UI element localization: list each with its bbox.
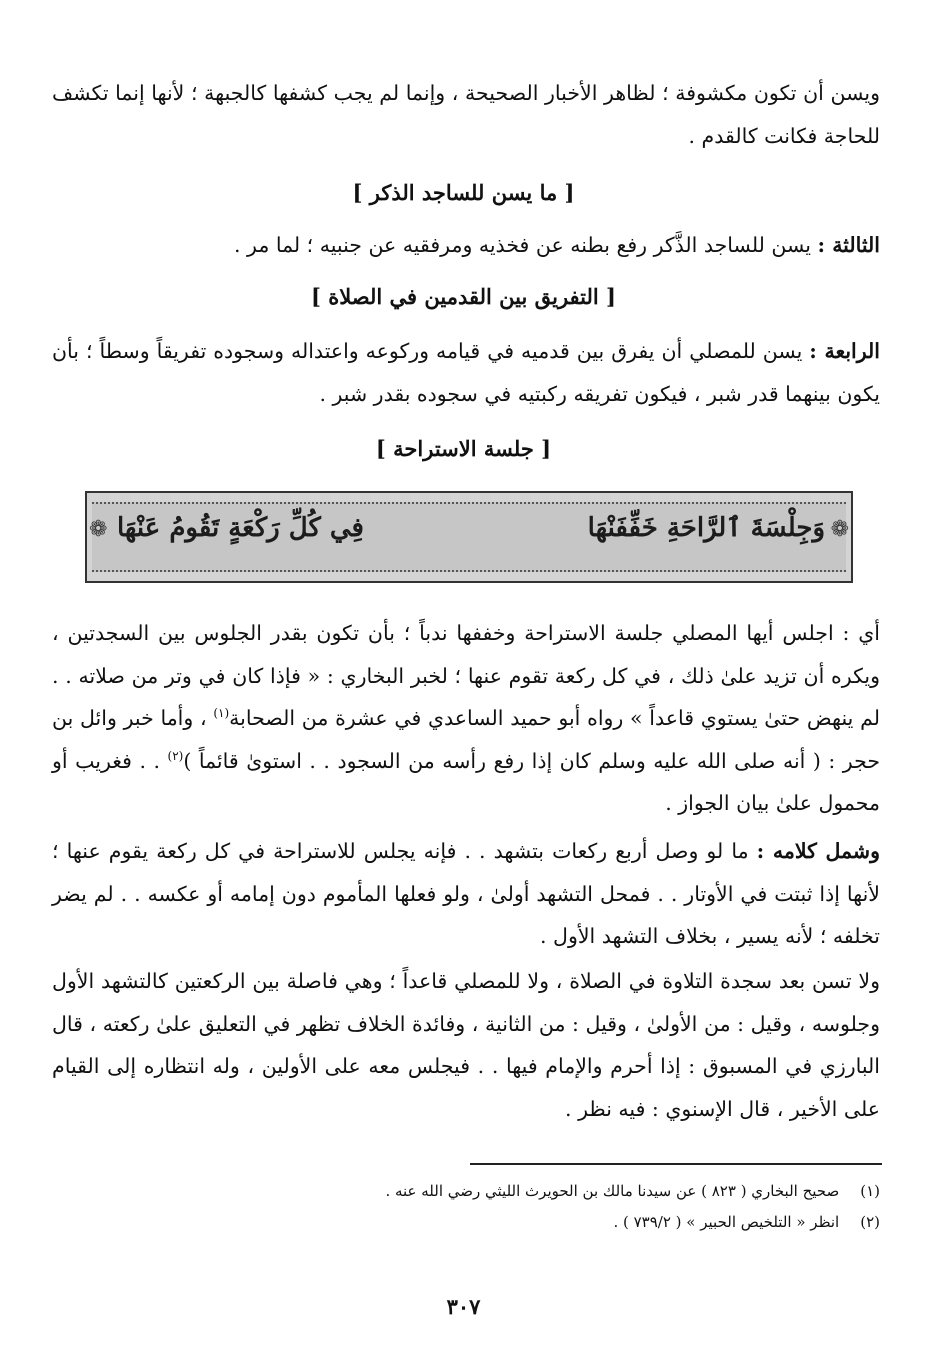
section-heading-dhikr: [ ما يسن للساجد الذكر ] — [352, 180, 575, 205]
footnote-ref-1: (١) — [213, 706, 230, 721]
dhikr-lead: الثالثة : — [817, 233, 880, 257]
verse-first-hemistich: وَجِلْسَةَ ٱلرَّاحَةِ خَفِّفَنْهَا — [587, 513, 825, 543]
tilawa-text: ولا تسن بعد سجدة التلاوة في الصلاة ، ولا للمصلي قاعداً ؛ وهي فاصلة بين الركعتين كالتشهد الأول وجلوسه ، وقيل : من الأولىٰ ، وقيل : من الثانية ، وفائدة الخلاف تظهر في التعليق علىٰ ركعته ، قال البارزي في المسبوق : إذا أحرم والإمام فيها . . فيجلس معه على الأولين ، وله انتظاره إلى القيام على الأخير ، قال الإسنوي : فيه نظر . — [52, 969, 880, 1121]
footnote-2 — [300, 1213, 880, 1231]
scope-text: ما لو وصل أربع ركعات بتشهد . . فإنه يجلس للاستراحة في كل ركعة يقوم عنها ؛ لأنها إذا ثبتت في الأوتار . . فمحل التشهد أولىٰ ، ولو فعلها المأموم دون إمامه أو عكسه . . لم يضر تخلفه ؛ لأنه يسير ، بخلاف التشهد الأول . — [52, 839, 880, 948]
verse-frame — [85, 491, 853, 583]
footnote-1-text: صحيح البخاري ( ٨٢٣ ) عن سيدنا مالك بن الحويرث الليثي رضي الله عنه . — [385, 1182, 840, 1200]
scope-lead: وشمل كلامه : — [756, 839, 880, 863]
dhikr-paragraph — [52, 224, 880, 267]
page-number: ٣٠٧ — [446, 1294, 481, 1319]
footnote-2-text: انظر « التلخيص الحبير » ( ٧٣٩/٢ ) . — [613, 1213, 840, 1231]
verse-second-hemistich: فِي كُلِّ رَكْعَةٍ تَقُومُ عَنْهَا — [117, 513, 364, 543]
intro-text: ويسن أن تكون مكشوفة ؛ لظاهر الأخبار الصحيحة ، وإنما لم يجب كشفها كالجبهة ؛ لأنها إنما تكشف للحاجة فكانت كالقدم . — [52, 81, 880, 148]
dhikr-text: يسن للساجد الذَّكر رفع بطنه عن فخذيه ومرفقيه عن جنبيه ؛ لما مر . — [233, 233, 818, 257]
section-heading-feet: [ التفريق بين القدمين في الصلاة ] — [310, 284, 616, 309]
footnote-2-number: (٢) — [860, 1213, 880, 1231]
feet-paragraph — [52, 330, 880, 415]
footnote-divider — [470, 1163, 882, 1165]
ornament-right-icon: ❁ — [830, 517, 849, 542]
footnote-1 — [300, 1182, 880, 1200]
scope-paragraph — [52, 830, 880, 958]
rest-text-part2: ، وأما خبر وائل بن حجر : ( أنه صلى الله عليه وسلم كان إذا رفع رأسه من السجود . . استوىٰ قائماً ) — [52, 706, 880, 773]
intro-paragraph — [52, 72, 880, 157]
footnote-1-number: (١) — [860, 1182, 880, 1200]
ornament-left-icon: ❁ — [89, 517, 108, 542]
feet-lead: الرابعة : — [809, 339, 880, 363]
section-heading-rest: [ جلسة الاستراحة ] — [375, 436, 552, 461]
rest-text-part1: أي : اجلس أيها المصلي جلسة الاستراحة وخففها ندباً ؛ بأن تكون بقدر الجلوس بين السجدتين ، ويكره أن تزيد علىٰ ذلك ، في كل ركعة تقوم عنها ؛ لخبر البخاري : « فإذا كان في وتر من صلاته . . لم ينهض حتىٰ يستوي قاعداً » رواه أبو حميد الساعدي في عشرة من الصحابة — [52, 621, 880, 730]
footnote-ref-2: (٢) — [167, 748, 184, 763]
tilawa-paragraph — [52, 960, 880, 1130]
rest-explanation-paragraph — [52, 612, 880, 825]
rest-text-part3: . . فغريب أو محمول علىٰ بيان الجواز . — [52, 748, 880, 815]
feet-text: يسن للمصلي أن يفرق بين قدميه في قيامه وركوعه واعتداله وسجوده تفريقاً وسطاً ؛ بأن يكون بينهما قدر شبر ، فيكون تفريقه ركبتيه في سجوده بقدر شبر . — [52, 339, 880, 406]
